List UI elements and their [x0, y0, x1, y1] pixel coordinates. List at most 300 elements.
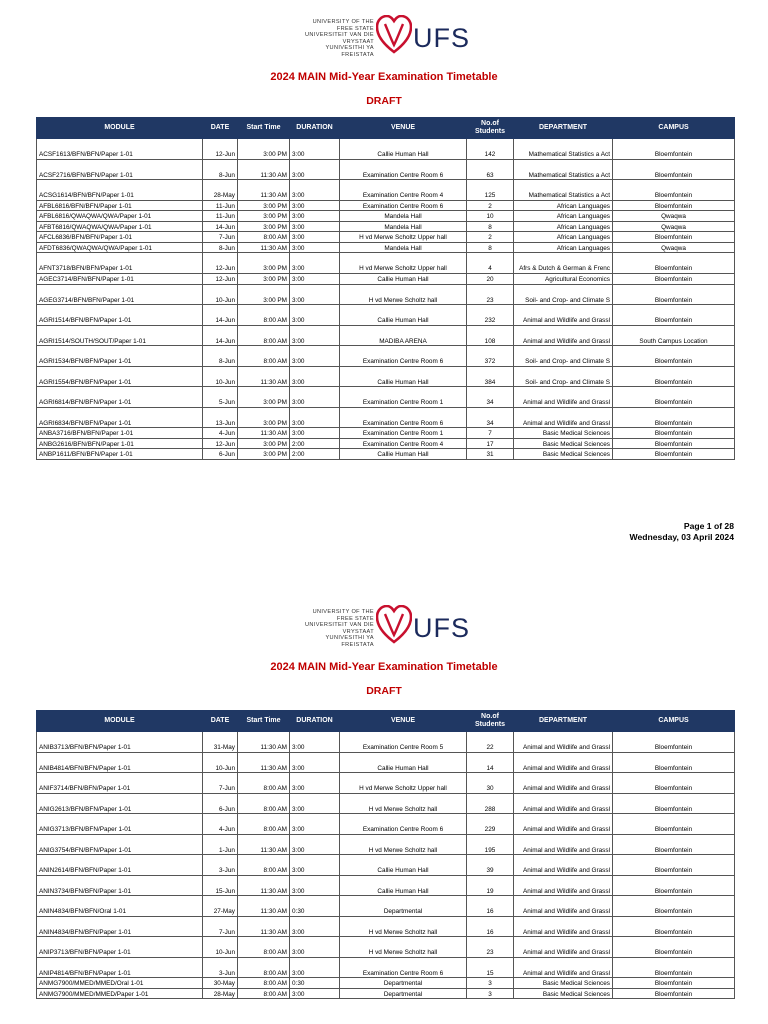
campus-cell: Bloemfontein	[613, 200, 735, 211]
date-cell: 10-Jun	[203, 752, 238, 773]
department-cell: Mathematical Statistics a Act	[514, 180, 613, 201]
table-row	[37, 793, 735, 814]
table-row	[37, 752, 735, 773]
department-cell: Mathematical Statistics a Act	[514, 139, 613, 160]
date-cell: 10-Jun	[203, 937, 238, 958]
venue-cell: Callie Human Hall	[340, 855, 467, 876]
department-cell: Animal and Wildlife and Grassl	[514, 793, 613, 814]
table-row	[37, 200, 735, 211]
venue-cell: Callie Human Hall	[340, 875, 467, 896]
duration-cell: 2:00	[290, 438, 340, 449]
start-time-cell: 3:00 PM	[238, 253, 290, 274]
students-cell: 10	[467, 211, 514, 222]
table-row	[37, 211, 735, 222]
venue-cell: Mandela Hall	[340, 221, 467, 232]
start-time-cell: 8:00 AM	[238, 325, 290, 346]
duration-cell: 3:00	[290, 346, 340, 367]
duration-cell: 3:00	[290, 773, 340, 794]
campus-cell: Bloemfontein	[613, 284, 735, 305]
venue-cell: Examination Centre Room 1	[340, 387, 467, 408]
module-cell: ANIP4814/BFN/BFN/Paper 1-01	[37, 957, 203, 978]
table-row	[37, 937, 735, 958]
table-row	[37, 814, 735, 835]
table-row	[37, 438, 735, 449]
module-cell: AGRI1554/BFN/BFN/Paper 1-01	[37, 366, 203, 387]
table-header	[37, 118, 735, 139]
department-cell: Basic Medical Sciences	[514, 988, 613, 999]
campus-cell: Bloemfontein	[613, 752, 735, 773]
date-cell: 11-Jun	[203, 200, 238, 211]
department-cell: Animal and Wildlife and Grassl	[514, 875, 613, 896]
exam-table	[36, 117, 735, 460]
duration-cell: 3:00	[290, 988, 340, 999]
heart-crest-icon	[376, 605, 412, 645]
start-time-cell: 3:00 PM	[238, 449, 290, 460]
start-time-cell: 3:00 PM	[238, 211, 290, 222]
students-cell: 142	[467, 139, 514, 160]
department-cell: Animal and Wildlife and Grassl	[514, 407, 613, 428]
duration-cell: 3:00	[290, 752, 340, 773]
module-cell: ANIF3714/BFN/BFN/Paper 1-01	[37, 773, 203, 794]
department-cell: Animal and Wildlife and Grassl	[514, 814, 613, 835]
campus-cell: Bloemfontein	[613, 814, 735, 835]
date-cell: 11-Jun	[203, 211, 238, 222]
venue-cell: Callie Human Hall	[340, 273, 467, 284]
venue-cell: Examination Centre Room 6	[340, 346, 467, 367]
module-cell: AGEC3714/BFN/BFN/Paper 1-01	[37, 273, 203, 284]
duration-cell: 3:00	[290, 428, 340, 439]
module-cell: ANBP1611/BFN/BFN/Paper 1-01	[37, 449, 203, 460]
duration-cell: 3:00	[290, 253, 340, 274]
students-cell: 22	[467, 732, 514, 753]
duration-cell: 0:30	[290, 896, 340, 917]
students-cell: 108	[467, 325, 514, 346]
date-cell: 3-Jun	[203, 855, 238, 876]
campus-cell: Bloemfontein	[613, 449, 735, 460]
date-cell: 5-Jun	[203, 387, 238, 408]
venue-cell: H vd Merwe Scholtz hall	[340, 284, 467, 305]
duration-cell: 3:00	[290, 855, 340, 876]
department-cell: Basic Medical Sciences	[514, 978, 613, 989]
students-cell: 31	[467, 449, 514, 460]
date-cell: 13-Jun	[203, 407, 238, 428]
page-number: Page 1 of 28	[683, 521, 734, 531]
venue-cell: Callie Human Hall	[340, 449, 467, 460]
students-cell: 14	[467, 752, 514, 773]
department-cell: Animal and Wildlife and Grassl	[514, 916, 613, 937]
venue-cell: H vd Merwe Scholtz hall	[340, 916, 467, 937]
ufs-logo	[288, 605, 493, 657]
campus-cell: Bloemfontein	[613, 855, 735, 876]
department-cell: Animal and Wildlife and Grassl	[514, 834, 613, 855]
module-cell: AFCL6836/BFN/BFN/Paper 1-01	[37, 232, 203, 243]
date-cell: 8-Jun	[203, 346, 238, 367]
duration-cell: 3:00	[290, 211, 340, 222]
duration-cell: 3:00	[290, 242, 340, 253]
table-row	[37, 232, 735, 243]
table-row	[37, 407, 735, 428]
table-row	[37, 346, 735, 367]
students-cell: 34	[467, 407, 514, 428]
campus-cell: Bloemfontein	[613, 988, 735, 999]
campus-cell: Qwaqwa	[613, 242, 735, 253]
start-time-cell: 3:00 PM	[238, 200, 290, 211]
campus-cell: Bloemfontein	[613, 139, 735, 160]
campus-cell: Bloemfontein	[613, 978, 735, 989]
col-date: DATE	[203, 118, 238, 139]
department-cell: Animal and Wildlife and Grassl	[514, 855, 613, 876]
venue-cell: Examination Centre Room 1	[340, 428, 467, 439]
date-cell: 14-Jun	[203, 325, 238, 346]
students-cell: 288	[467, 793, 514, 814]
campus-cell: Bloemfontein	[613, 305, 735, 326]
students-cell: 15	[467, 957, 514, 978]
department-cell: Mathematical Statistics a Act	[514, 159, 613, 180]
start-time-cell: 8:00 AM	[238, 773, 290, 794]
date-cell: 7-Jun	[203, 916, 238, 937]
table-row	[37, 387, 735, 408]
venue-cell: Departmental	[340, 896, 467, 917]
table-row	[37, 221, 735, 232]
venue-cell: H vd Merwe Scholtz hall	[340, 834, 467, 855]
venue-cell: Callie Human Hall	[340, 139, 467, 160]
duration-cell: 3:00	[290, 139, 340, 160]
col-module: MODULE	[37, 711, 203, 732]
start-time-cell: 11:30 AM	[238, 180, 290, 201]
table-row	[37, 773, 735, 794]
start-time-cell: 3:00 PM	[238, 139, 290, 160]
start-time-cell: 3:00 PM	[238, 273, 290, 284]
department-cell: Animal and Wildlife and Grassl	[514, 732, 613, 753]
module-cell: ANIP3713/BFN/BFN/Paper 1-01	[37, 937, 203, 958]
department-cell: Soil- and Crop- and Climate S	[514, 366, 613, 387]
start-time-cell: 11:30 AM	[238, 732, 290, 753]
venue-cell: H vd Merwe Scholtz Upper hall	[340, 232, 467, 243]
campus-cell: Bloemfontein	[613, 387, 735, 408]
module-cell: ANIG3754/BFN/BFN/Paper 1-01	[37, 834, 203, 855]
duration-cell: 3:00	[290, 793, 340, 814]
start-time-cell: 8:00 AM	[238, 346, 290, 367]
date-cell: 1-Jun	[203, 834, 238, 855]
table-row	[37, 139, 735, 160]
date-cell: 27-May	[203, 896, 238, 917]
col-duration: DURATION	[290, 711, 340, 732]
date-cell: 31-May	[203, 732, 238, 753]
start-time-cell: 11:30 AM	[238, 834, 290, 855]
campus-cell: Bloemfontein	[613, 407, 735, 428]
start-time-cell: 8:00 AM	[238, 988, 290, 999]
date-cell: 12-Jun	[203, 438, 238, 449]
table-row	[37, 428, 735, 439]
campus-cell: Bloemfontein	[613, 773, 735, 794]
col-campus: CAMPUS	[613, 711, 735, 732]
col-start-time: Start Time	[238, 711, 290, 732]
campus-cell: Bloemfontein	[613, 916, 735, 937]
module-cell: AFNT3718/BFN/BFN/Paper 1-01	[37, 253, 203, 274]
venue-cell: Departmental	[340, 978, 467, 989]
campus-cell: Bloemfontein	[613, 793, 735, 814]
start-time-cell: 3:00 PM	[238, 438, 290, 449]
department-cell: Basic Medical Sciences	[514, 428, 613, 439]
print-date: Wednesday, 03 April 2024	[629, 532, 734, 542]
students-cell: 384	[467, 366, 514, 387]
module-cell: ANIB4814/BFN/BFN/Paper 1-01	[37, 752, 203, 773]
students-cell: 2	[467, 200, 514, 211]
venue-cell: MADIBA ARENA	[340, 325, 467, 346]
department-cell: Basic Medical Sciences	[514, 438, 613, 449]
students-cell: 229	[467, 814, 514, 835]
start-time-cell: 11:30 AM	[238, 916, 290, 937]
start-time-cell: 3:00 PM	[238, 284, 290, 305]
module-cell: ANIN2614/BFN/BFN/Paper 1-01	[37, 855, 203, 876]
start-time-cell: 8:00 AM	[238, 232, 290, 243]
venue-cell: Departmental	[340, 988, 467, 999]
students-cell: 8	[467, 242, 514, 253]
department-cell: African Languages	[514, 200, 613, 211]
table-row	[37, 834, 735, 855]
module-cell: ANBA3716/BFN/BFN/Paper 1-01	[37, 428, 203, 439]
table-row	[37, 875, 735, 896]
start-time-cell: 11:30 AM	[238, 366, 290, 387]
campus-cell: Bloemfontein	[613, 273, 735, 284]
venue-cell: Examination Centre Room 4	[340, 180, 467, 201]
module-cell: AGEG3714/BFN/BFN/Paper 1-01	[37, 284, 203, 305]
venue-cell: Callie Human Hall	[340, 366, 467, 387]
date-cell: 7-Jun	[203, 773, 238, 794]
students-cell: 3	[467, 988, 514, 999]
duration-cell: 3:00	[290, 232, 340, 243]
duration-cell: 3:00	[290, 387, 340, 408]
students-cell: 2	[467, 232, 514, 243]
department-cell: Basic Medical Sciences	[514, 449, 613, 460]
duration-cell: 3:00	[290, 814, 340, 835]
col-venue: VENUE	[340, 118, 467, 139]
logo-wordmark: UNIVERSITY OF THE FREE STATE UNIVERSITEIT VAN DIE VRYSTAAT YUNIVESITHI YA FREISTATA	[305, 609, 374, 648]
duration-cell: 3:00	[290, 284, 340, 305]
duration-cell: 3:00	[290, 916, 340, 937]
students-cell: 3	[467, 978, 514, 989]
duration-cell: 2:00	[290, 449, 340, 460]
col-duration: DURATION	[290, 118, 340, 139]
students-cell: 4	[467, 253, 514, 274]
students-cell: 16	[467, 896, 514, 917]
campus-cell: Bloemfontein	[613, 346, 735, 367]
date-cell: 10-Jun	[203, 284, 238, 305]
table-row	[37, 325, 735, 346]
date-cell: 4-Jun	[203, 428, 238, 439]
date-cell: 3-Jun	[203, 957, 238, 978]
venue-cell: Examination Centre Room 6	[340, 814, 467, 835]
table-row	[37, 253, 735, 274]
module-cell: ACSG1614/BFN/BFN/Paper 1-01	[37, 180, 203, 201]
students-cell: 34	[467, 387, 514, 408]
venue-cell: Examination Centre Room 6	[340, 957, 467, 978]
venue-cell: Callie Human Hall	[340, 752, 467, 773]
date-cell: 6-Jun	[203, 449, 238, 460]
start-time-cell: 8:00 AM	[238, 957, 290, 978]
duration-cell: 3:00	[290, 221, 340, 232]
venue-cell: Examination Centre Room 6	[340, 407, 467, 428]
col-module: MODULE	[37, 118, 203, 139]
duration-cell: 3:00	[290, 366, 340, 387]
table-row	[37, 732, 735, 753]
department-cell: Animal and Wildlife and Grassl	[514, 773, 613, 794]
start-time-cell: 11:30 AM	[238, 875, 290, 896]
module-cell: AGRI6834/BFN/BFN/Paper 1-01	[37, 407, 203, 428]
department-cell: Animal and Wildlife and Grassl	[514, 387, 613, 408]
page-footer	[630, 521, 734, 543]
logo-abbr: UFS	[413, 613, 470, 643]
department-cell: Animal and Wildlife and Grassl	[514, 937, 613, 958]
date-cell: 14-Jun	[203, 221, 238, 232]
department-cell: Soil- and Crop- and Climate S	[514, 284, 613, 305]
campus-cell: Qwaqwa	[613, 221, 735, 232]
col-students: No.of Students	[467, 118, 514, 139]
col-department: DEPARTMENT	[514, 118, 613, 139]
module-cell: ANIG2613/BFN/BFN/Paper 1-01	[37, 793, 203, 814]
table-row	[37, 957, 735, 978]
date-cell: 8-Jun	[203, 242, 238, 253]
module-cell: AGRI1514/BFN/BFN/Paper 1-01	[37, 305, 203, 326]
department-cell: Agricultural Economics	[514, 273, 613, 284]
students-cell: 8	[467, 221, 514, 232]
department-cell: Afrs & Dutch & German & Frenc	[514, 253, 613, 274]
duration-cell: 3:00	[290, 875, 340, 896]
campus-cell: Bloemfontein	[613, 180, 735, 201]
draft-label: DRAFT	[366, 95, 402, 107]
venue-cell: Mandela Hall	[340, 242, 467, 253]
module-cell: ANIB3713/BFN/BFN/Paper 1-01	[37, 732, 203, 753]
start-time-cell: 11:30 AM	[238, 428, 290, 439]
students-cell: 16	[467, 916, 514, 937]
duration-cell: 3:00	[290, 159, 340, 180]
logo-wordmark: UNIVERSITY OF THE FREE STATE UNIVERSITEIT VAN DIE VRYSTAAT YUNIVESITHI YA FREISTATA	[305, 19, 374, 58]
venue-cell: Examination Centre Room 4	[340, 438, 467, 449]
date-cell: 30-May	[203, 978, 238, 989]
col-start-time: Start Time	[238, 118, 290, 139]
exam-table	[36, 710, 735, 999]
date-cell: 8-Jun	[203, 159, 238, 180]
table-row	[37, 988, 735, 999]
start-time-cell: 8:00 AM	[238, 937, 290, 958]
duration-cell: 3:00	[290, 407, 340, 428]
campus-cell: Bloemfontein	[613, 732, 735, 753]
campus-cell: Bloemfontein	[613, 937, 735, 958]
table-row	[37, 855, 735, 876]
date-cell: 15-Jun	[203, 875, 238, 896]
col-campus: CAMPUS	[613, 118, 735, 139]
start-time-cell: 8:00 AM	[238, 978, 290, 989]
module-cell: ANMG7900/MMED/MMED/Paper 1-01	[37, 988, 203, 999]
col-students: No.of Students	[467, 711, 514, 732]
department-cell: African Languages	[514, 232, 613, 243]
module-cell: ANIN4834/BFN/BFN/Paper 1-01	[37, 916, 203, 937]
date-cell: 12-Jun	[203, 273, 238, 284]
venue-cell: Examination Centre Room 5	[340, 732, 467, 753]
students-cell: 195	[467, 834, 514, 855]
start-time-cell: 3:00 PM	[238, 387, 290, 408]
department-cell: Animal and Wildlife and Grassl	[514, 305, 613, 326]
campus-cell: Bloemfontein	[613, 159, 735, 180]
duration-cell: 3:00	[290, 200, 340, 211]
date-cell: 14-Jun	[203, 305, 238, 326]
students-cell: 39	[467, 855, 514, 876]
duration-cell: 0:30	[290, 978, 340, 989]
table-row	[37, 978, 735, 989]
start-time-cell: 11:30 AM	[238, 242, 290, 253]
students-cell: 372	[467, 346, 514, 367]
module-cell: ANIG3713/BFN/BFN/Paper 1-01	[37, 814, 203, 835]
department-cell: Animal and Wildlife and Grassl	[514, 325, 613, 346]
students-cell: 17	[467, 438, 514, 449]
module-cell: AGRI1514/SOUTH/SOUT/Paper 1-01	[37, 325, 203, 346]
duration-cell: 3:00	[290, 957, 340, 978]
students-cell: 23	[467, 937, 514, 958]
start-time-cell: 11:30 AM	[238, 159, 290, 180]
campus-cell: Bloemfontein	[613, 253, 735, 274]
department-cell: Animal and Wildlife and Grassl	[514, 957, 613, 978]
heart-crest-icon	[376, 15, 412, 55]
date-cell: 28-May	[203, 180, 238, 201]
module-cell: ANIN3734/BFN/BFN/Paper 1-01	[37, 875, 203, 896]
table-row	[37, 449, 735, 460]
venue-cell: H vd Merwe Scholtz hall	[340, 937, 467, 958]
start-time-cell: 3:00 PM	[238, 407, 290, 428]
module-cell: ANBG2616/BFN/BFN/Paper 1-01	[37, 438, 203, 449]
students-cell: 19	[467, 875, 514, 896]
col-venue: VENUE	[340, 711, 467, 732]
start-time-cell: 11:30 AM	[238, 752, 290, 773]
campus-cell: Bloemfontein	[613, 957, 735, 978]
date-cell: 10-Jun	[203, 366, 238, 387]
start-time-cell: 8:00 AM	[238, 305, 290, 326]
campus-cell: Bloemfontein	[613, 438, 735, 449]
venue-cell: Mandela Hall	[340, 211, 467, 222]
venue-cell: Examination Centre Room 6	[340, 200, 467, 211]
date-cell: 28-May	[203, 988, 238, 999]
duration-cell: 3:00	[290, 325, 340, 346]
students-cell: 125	[467, 180, 514, 201]
module-cell: AFDT6836/QWAQWA/QWA/Paper 1-01	[37, 242, 203, 253]
students-cell: 30	[467, 773, 514, 794]
duration-cell: 3:00	[290, 834, 340, 855]
table-row	[37, 896, 735, 917]
campus-cell: Bloemfontein	[613, 834, 735, 855]
date-cell: 12-Jun	[203, 253, 238, 274]
table-row	[37, 273, 735, 284]
table-header	[37, 711, 735, 732]
module-cell: AFBT6816/QWAQWA/QWA/Paper 1-01	[37, 221, 203, 232]
date-cell: 12-Jun	[203, 139, 238, 160]
table-row	[37, 916, 735, 937]
module-cell: AFBL6816/BFN/BFN/Paper 1-01	[37, 200, 203, 211]
students-cell: 63	[467, 159, 514, 180]
department-cell: African Languages	[514, 211, 613, 222]
venue-cell: Callie Human Hall	[340, 305, 467, 326]
module-cell: AFBL6816/QWAQWA/QWA/Paper 1-01	[37, 211, 203, 222]
date-cell: 4-Jun	[203, 814, 238, 835]
department-cell: African Languages	[514, 242, 613, 253]
date-cell: 7-Jun	[203, 232, 238, 243]
students-cell: 23	[467, 284, 514, 305]
table-row	[37, 159, 735, 180]
timetable-page-2	[0, 590, 768, 1024]
campus-cell: Bloemfontein	[613, 232, 735, 243]
students-cell: 7	[467, 428, 514, 439]
module-cell: AGRI1534/BFN/BFN/Paper 1-01	[37, 346, 203, 367]
start-time-cell: 8:00 AM	[238, 855, 290, 876]
date-cell: 6-Jun	[203, 793, 238, 814]
